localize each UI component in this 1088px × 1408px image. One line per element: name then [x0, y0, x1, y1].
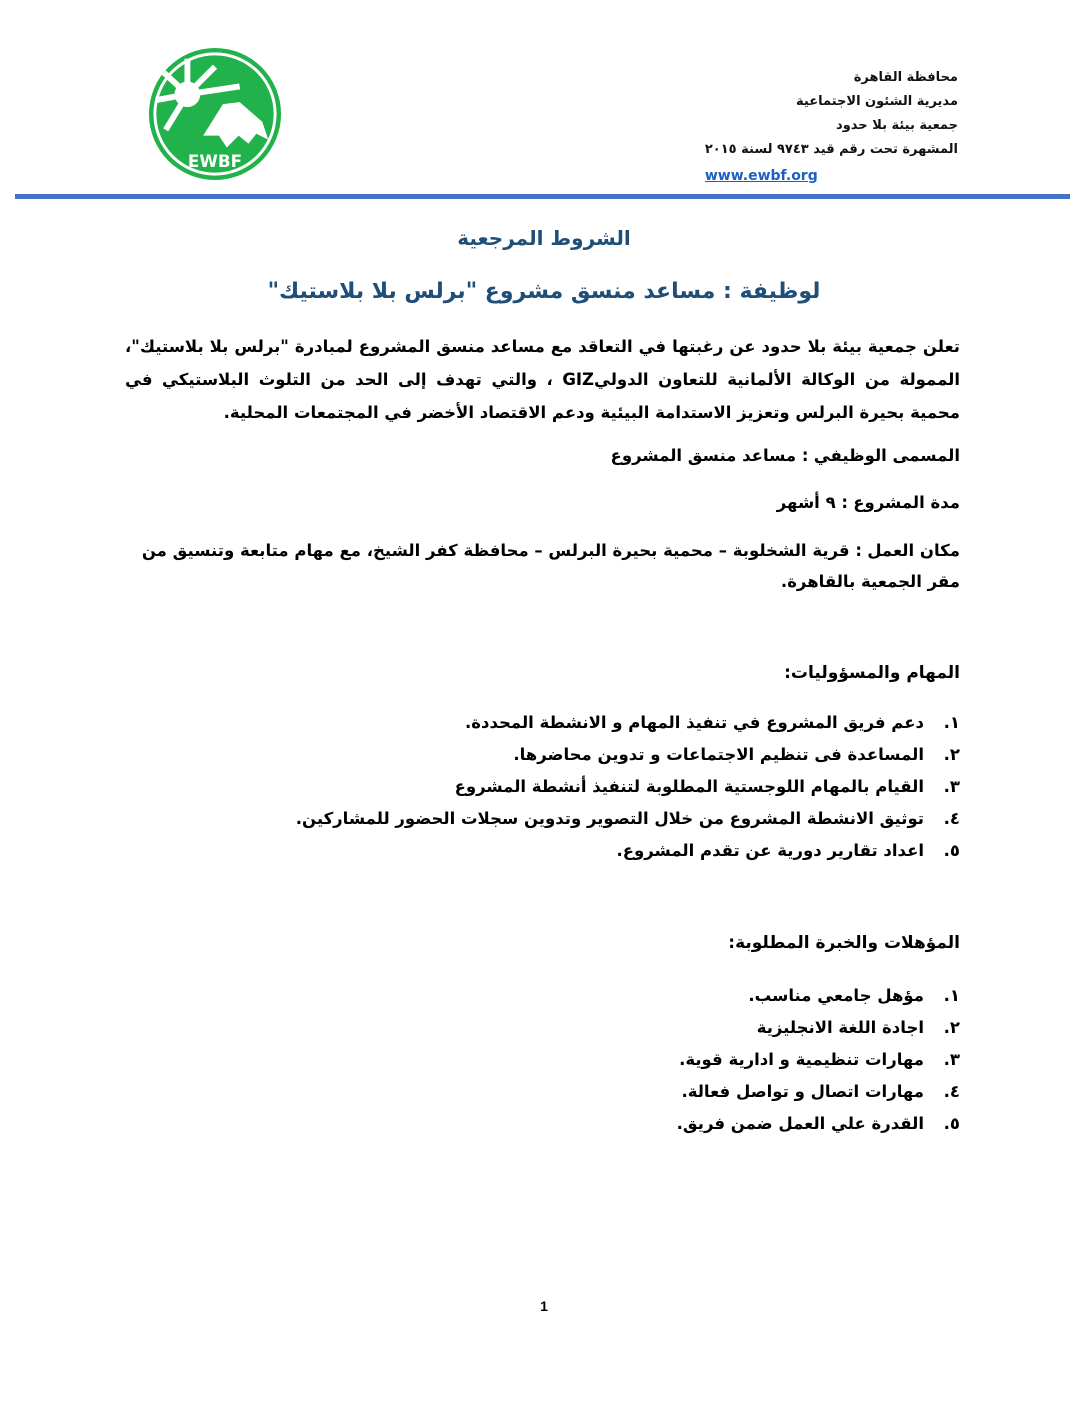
list-number: ٤. [943, 809, 960, 828]
responsibilities-list [296, 707, 960, 867]
list-text: دعم فريق المشروع في تنفيذ المهام و الانشطة المحددة. [464, 713, 924, 732]
list-number: ٥. [943, 1114, 960, 1133]
ewbf-logo-icon [146, 45, 284, 183]
list-text: القدرة علي العمل ضمن فريق. [676, 1114, 924, 1133]
list-text: مؤهل جامعي مناسب. [748, 986, 924, 1005]
responsibilities-heading: المهام والمسؤوليات: [784, 663, 960, 683]
list-number: ٢. [943, 745, 960, 764]
org-line-association: جمعية بيئة بلا حدود [836, 118, 958, 133]
list-number: ١. [943, 713, 960, 732]
organization-info [705, 66, 958, 188]
field-value: : مساعد منسق المشروع [610, 446, 809, 465]
list-text: القيام بالمهام اللوجستية المطلوبة لتنفيذ أنشطة المشروع [454, 777, 924, 796]
org-line-governorate: محافظة القاهرة [853, 70, 958, 85]
list-number: ٥. [943, 841, 960, 860]
list-number: ٣. [943, 1050, 960, 1069]
header-divider [15, 194, 1070, 199]
list-item [677, 980, 960, 1012]
list-number: ٢. [943, 1018, 960, 1037]
website-link[interactable]: www.ewbf.org [704, 168, 818, 184]
list-text: توثيق الانشطة المشروع من خلال التصوير وتدوين سجلات الحضور للمشاركين. [295, 809, 924, 828]
field-job-title [125, 440, 960, 471]
list-item [677, 1012, 960, 1044]
list-item [296, 707, 960, 739]
field-value: : قرية الشخلوبة – محمية بحيرة البرلس – محافظة كفر الشيخ، مع مهام متابعة وتنسيق من مقر الجمعية بالقاهرة. [141, 541, 960, 591]
list-number: ١. [943, 986, 960, 1005]
list-number: ٣. [943, 777, 960, 796]
field-value: : ٩ أشهر [776, 493, 849, 512]
org-line-directorate: مديرية الشئون الاجتماعية [796, 94, 958, 109]
field-label: مكان العمل [867, 541, 960, 560]
list-number: ٤. [943, 1082, 960, 1101]
list-item [296, 739, 960, 771]
org-line-registration: المشهرة تحت رقم قيد ٩٧٤٣ لسنة ٢٠١٥ [704, 142, 958, 157]
list-item [296, 803, 960, 835]
list-item [677, 1108, 960, 1140]
qualifications-heading: المؤهلات والخبرة المطلوبة: [728, 933, 960, 953]
list-item [677, 1044, 960, 1076]
list-text: مهارات تنظيمية و ادارية قوية. [679, 1050, 924, 1069]
page-number: 1 [540, 1298, 548, 1314]
field-label: مدة المشروع [853, 493, 960, 512]
list-item [296, 771, 960, 803]
field-label: المسمى الوظيفي [813, 446, 960, 465]
document-subtitle: لوظيفة : مساعد منسق مشروع "برلس بلا بلاستيك" [267, 279, 821, 304]
qualifications-list [677, 980, 960, 1140]
ewbf-logo [146, 45, 284, 183]
list-item [296, 835, 960, 867]
list-text: المساعدة فى تنظيم الاجتماعات و تدوين محاضرها. [513, 745, 924, 764]
field-work-location [125, 535, 960, 597]
field-project-duration [125, 487, 960, 518]
list-item [677, 1076, 960, 1108]
list-text: اعداد تقارير دورية عن تقدم المشروع. [616, 841, 924, 860]
list-text: اجادة اللغة الانجليزية [756, 1018, 924, 1037]
svg-text:EWBF: EWBF [187, 151, 243, 172]
list-text: مهارات اتصال و تواصل فعالة. [681, 1082, 924, 1101]
intro-paragraph: تعلن جمعية بيئة بلا حدود عن رغبتها في التعاقد مع مساعد منسق المشروع لمبادرة "برلس بلا بلاستيك"، الممولة من الوكالة الألمانية للتعاون الدوليGIZ ، والتي تهدف إلى الحد من التلوث البلاستيكي في محمية بحيرة البرلس وتعزيز الاستدامة البيئية ودعم الاقتصاد الأخضر في المجتمعات المحلية. [125, 337, 960, 422]
document-title: الشروط المرجعية [457, 226, 631, 250]
